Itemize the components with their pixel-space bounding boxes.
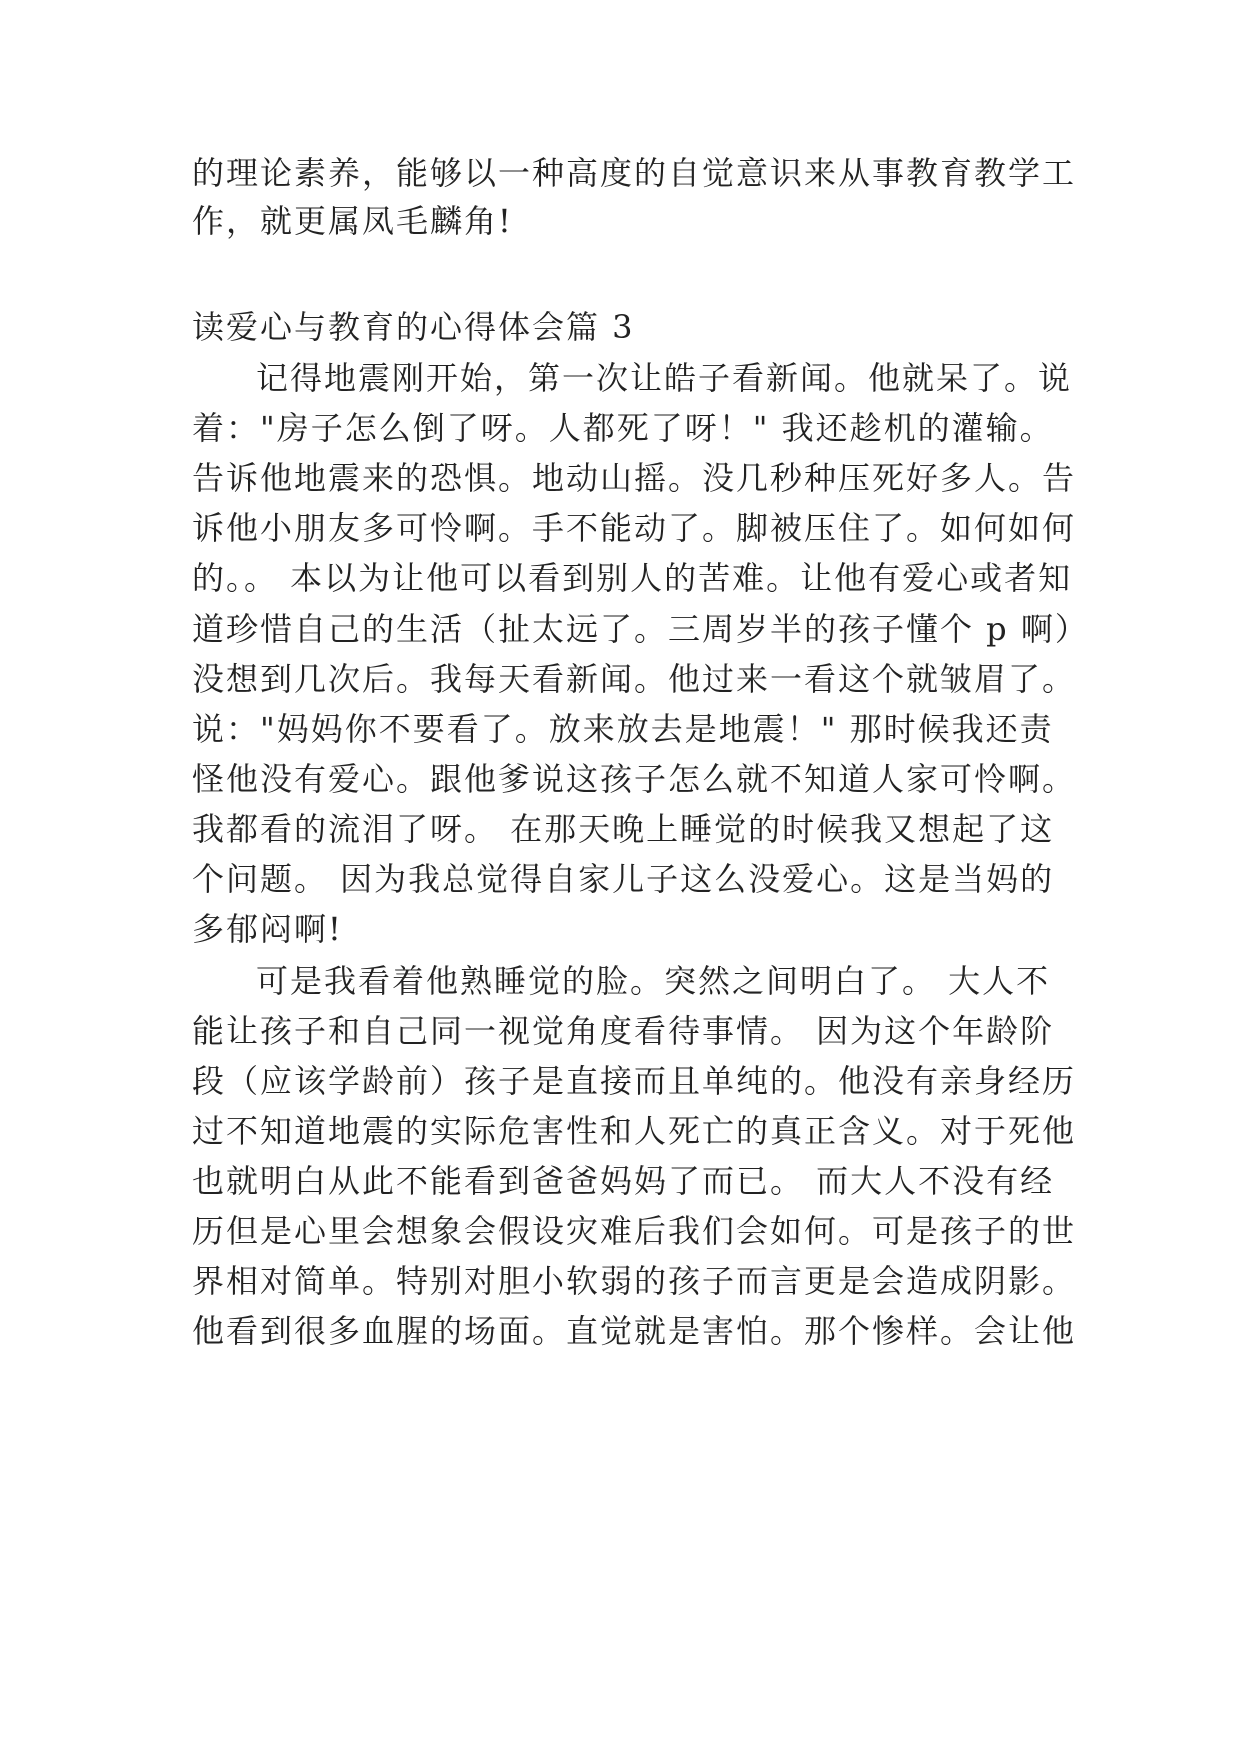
paragraph-line: 他看到很多血腥的场面。直觉就是害怕。那个惨样。会让他 — [192, 1312, 1077, 1350]
paragraph-line: 我都看的流泪了呀。 在那天晚上睡觉的时候我又想起了这 — [192, 810, 1055, 848]
paragraph-line: 可是我看着他熟睡觉的脸。突然之间明白了。 大人不 — [256, 962, 1051, 1000]
paragraph-line: 过不知道地震的实际危害性和人死亡的真正含义。对于死他 — [192, 1112, 1077, 1150]
intro-line: 的理论素养，能够以一种高度的自觉意识来从事教育教学工 — [192, 154, 1077, 192]
paragraph-line: 道珍惜自己的生活（扯太远了。三周岁半的孩子懂个 p 啊） — [192, 610, 1089, 648]
paragraph-line: 历但是心里会想象会假设灾难后我们会如何。可是孩子的世 — [192, 1212, 1077, 1250]
paragraph-line: 个问题。 因为我总觉得自家儿子这么没爱心。这是当妈的 — [192, 860, 1055, 898]
section-heading: 读爱心与教育的心得体会篇 3 — [192, 308, 635, 346]
paragraph-line: 的。。 本以为让他可以看到别人的苦难。让他有爱心或者知 — [192, 559, 1073, 597]
paragraph-line: 记得地震刚开始，第一次让皓子看新闻。他就呆了。说 — [256, 359, 1073, 397]
paragraph-line: 没想到几次后。我每天看新闻。他过来一看这个就皱眉了。 — [192, 660, 1077, 698]
paragraph-line: 着："房子怎么倒了呀。人都死了呀！" 我还趁机的灌输。 — [192, 409, 1054, 447]
paragraph-line: 界相对简单。特别对胆小软弱的孩子而言更是会造成阴影。 — [192, 1262, 1077, 1300]
paragraph-line: 告诉他地震来的恐惧。地动山摇。没几秒种压死好多人。告 — [192, 459, 1077, 497]
paragraph-line: 怪他没有爱心。跟他爹说这孩子怎么就不知道人家可怜啊。 — [192, 760, 1077, 798]
intro-line: 作，就更属凤毛麟角! — [192, 202, 513, 240]
paragraph-line: 诉他小朋友多可怜啊。手不能动了。脚被压住了。如何如何 — [192, 509, 1077, 547]
paragraph-line: 多郁闷啊! — [192, 910, 343, 948]
paragraph-line: 说："妈妈你不要看了。放来放去是地震！" 那时候我还责 — [192, 710, 1054, 748]
paragraph-line: 也就明白从此不能看到爸爸妈妈了而已。 而大人不没有经 — [192, 1162, 1055, 1200]
paragraph-line: 能让孩子和自己同一视觉角度看待事情。 因为这个年龄阶 — [192, 1012, 1055, 1050]
paragraph-line: 段（应该学龄前）孩子是直接而且单纯的。他没有亲身经历 — [192, 1062, 1077, 1100]
